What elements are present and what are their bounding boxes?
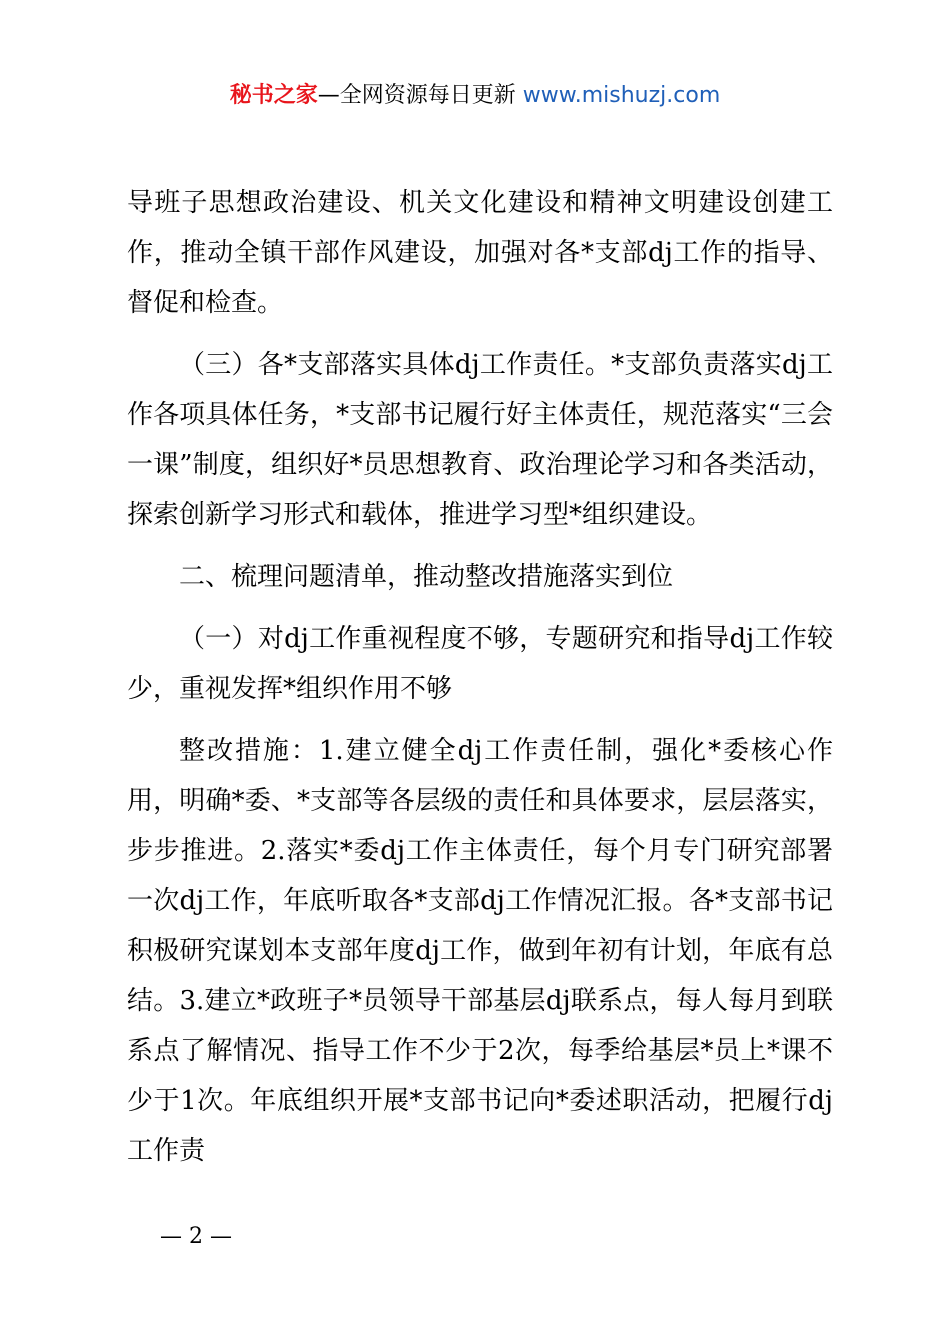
paragraph-section-3: （三）各*支部落实具体dj工作责任。*支部负责落实dj工作各项具体任务，*支部书记履行好主体责任，规范落实“三会一课”制度，组织好*员思想教育、政治理论学习和各类活动，探索创新学习形式和载体，推进学习型*组织建设。 <box>127 350 833 530</box>
brand-name: 秘书之家 <box>229 83 318 108</box>
document-body <box>127 178 833 1176</box>
header-tagline: —全网资源每日更新 <box>317 83 516 108</box>
rectification-measures: 整改措施：1.建立健全dj工作责任制，强化*委核心作用，明确*委、*支部等各层级的责任和具体要求，层层落实，步步推进。2.落实*委dj工作主体责任，每个月专门研究部署一次dj工作，年底听取各*支部dj工作情况汇报。各*支部书记积极研究谋划本支部年度dj工作，做到年初有计划，年底有总结。3.建立*政班子*员领导干部基层dj联系点，每人每月到联系点了解情况、指导工作不少于2次，每季给基层*员上*课不少于1次。年底组织开展*支部书记向*委述职活动，把履行dj工作责 <box>127 736 833 1166</box>
site-header <box>0 80 950 112</box>
paragraph-continuation: 导班子思想政治建设、机关文化建设和精神文明建设创建工作，推动全镇干部作风建设，加强对各*支部dj工作的指导、督促和检查。 <box>127 188 833 318</box>
section-heading-2: 二、梳理问题清单，推动整改措施落实到位 <box>179 562 674 592</box>
problem-item-1: （一）对dj工作重视程度不够，专题研究和指导dj工作较少，重视发挥*组织作用不够 <box>127 624 833 704</box>
site-url[interactable]: www.mishuzj.com <box>522 83 721 108</box>
page-number: — 2 — <box>160 1224 232 1249</box>
